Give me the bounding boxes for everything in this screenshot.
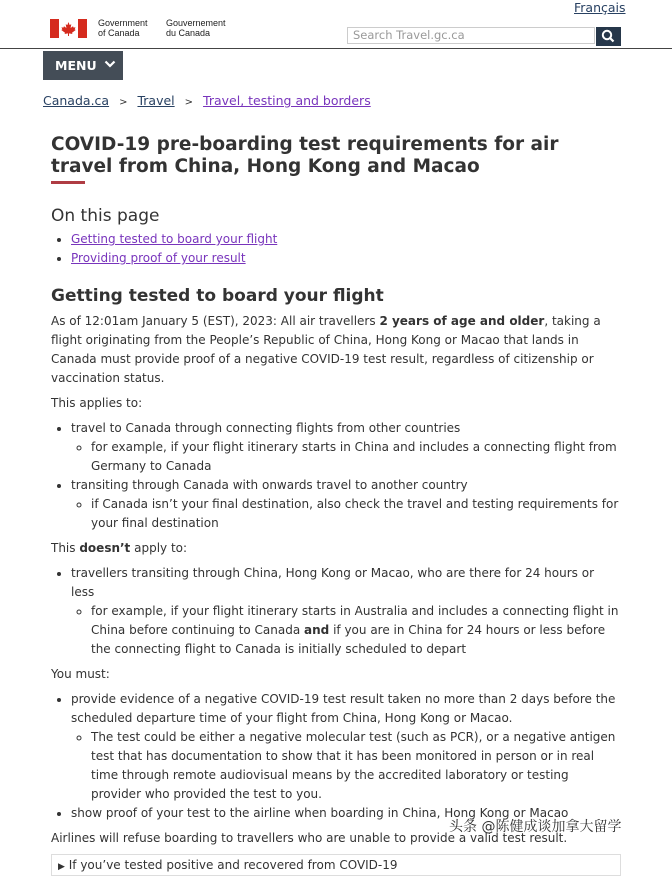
list-item: ◦ The test could be either a negative molecular test (such as PCR), or a negative antigen test that has documentation to show that it has been monitored in person or in real time through remote audiovisual means by the accredited laboratory or testing provider who provided the test to you. — [91, 728, 621, 804]
breadcrumb-link-travel-testing-borders[interactable]: Travel, testing and borders — [203, 93, 371, 108]
list-item: • provide evidence of a negative COVID-19 test result taken no more than 2 days before the scheduled departure time of your flight from China, Hong Kong or Macao. ◦ The test could be either a negative molecular test (such as PCR), or a negative antigen test that has documentation to show that it has been monitored in person or in real time through remote audiovisual means by the accredited laboratory or testing provider who provided the test to you. — [71, 690, 621, 804]
on-this-page-heading: On this page — [51, 206, 160, 226]
list-item: ◦ for example, if your flight itinerary starts in China and includes a connecting flight from Germany to Canada — [91, 438, 621, 476]
government-of-canada-signature[interactable] — [50, 18, 240, 40]
page-title: COVID-19 pre-boarding test requirements for air travel from China, Hong Kong and Macao — [51, 134, 559, 177]
breadcrumb-link-canada[interactable]: Canada.ca — [43, 93, 110, 108]
list-item: • transiting through Canada with onwards travel to another country ◦ if Canada isn’t your final destination, also check the travel and testing requirements for your final destination — [71, 476, 621, 533]
breadcrumb-separator-icon: > — [184, 97, 194, 108]
list-item: ◦ for example, if your flight itinerary starts in Australia and includes a connecting flight in China before continuing to Canada and if you are in China for 24 hours or less before the connecting flight to Canada is initially scheduled to depart — [91, 602, 621, 659]
breadcrumb — [43, 93, 371, 108]
list-item — [71, 249, 621, 268]
you-must-label: You must: — [51, 667, 110, 681]
details-summary-label: If you’ve tested positive and recovered from COVID-19 — [68, 858, 398, 872]
list-item: ◦ if Canada isn’t your final destination, also check the travel and testing requirements for your final destination — [91, 495, 621, 533]
menu-button[interactable] — [43, 51, 123, 80]
chevron-down-icon — [104, 51, 116, 91]
search-input[interactable]: Search Travel.gc.ca — [347, 27, 595, 44]
doesnt-apply-list — [51, 564, 621, 659]
breadcrumb-link-travel[interactable]: Travel — [137, 93, 175, 108]
title-underline — [51, 181, 85, 184]
fip-french-text: Gouvernement du Canada — [166, 18, 226, 38]
triangle-right-icon: ▶ — [58, 862, 65, 872]
doesnt-apply-label: This doesn’t apply to: — [51, 541, 188, 555]
search-icon — [596, 27, 621, 46]
fip-english-text: Government of Canada — [98, 18, 148, 38]
main-content — [51, 134, 621, 876]
you-must-list — [51, 690, 621, 823]
intro-paragraph: As of 12:01am January 5 (EST), 2023: All air travellers 2 years of age and older, taking a flight originating from the People’s Republic of China, Hong Kong or Macao that lands in Canada must provide proof of a negative COVID-19 test result, regardless of citizenship or vaccination status. — [51, 314, 601, 385]
applies-to-label: This applies to: — [51, 396, 143, 410]
applies-to-list — [51, 419, 621, 533]
breadcrumb-separator-icon: > — [119, 97, 128, 108]
section-heading-getting-tested: Getting tested to board your flight — [51, 286, 384, 306]
toc-list — [51, 230, 621, 268]
toc-link-getting-tested[interactable]: Getting tested to board your flight — [71, 232, 278, 246]
header-divider — [0, 48, 672, 49]
canada-flag-icon — [50, 19, 87, 38]
watermark: 头条 @陈健成谈加拿大留学 — [449, 819, 622, 835]
list-item: • travel to Canada through connecting flights from other countries ◦ for example, if your flight itinerary starts in China and includes a connecting flight from Germany to Canada — [71, 419, 621, 476]
list-item: • travellers transiting through China, Hong Kong or Macao, who are there for 24 hours or less ◦ for example, if your flight itinerary starts in Australia and includes a connecting flight in China before continuing to Canada and if you are in China for 24 hours or less before the connecting flight to Canada is initially scheduled to depart — [71, 564, 621, 659]
list-item — [71, 230, 621, 249]
menu-label: MENU — [55, 58, 97, 73]
language-toggle-link[interactable]: Français — [574, 0, 626, 15]
search-button[interactable] — [596, 27, 621, 46]
airlines-refuse-paragraph: Airlines will refuse boarding to travellers who are unable to provide a valid test result. — [51, 831, 568, 845]
list-item: • show proof of your test to the airline when boarding in China, Hong Kong or Macao — [71, 804, 621, 823]
toc-link-providing-proof[interactable]: Providing proof of your result — [71, 251, 246, 265]
details-expander-tested-positive[interactable] — [51, 854, 621, 876]
